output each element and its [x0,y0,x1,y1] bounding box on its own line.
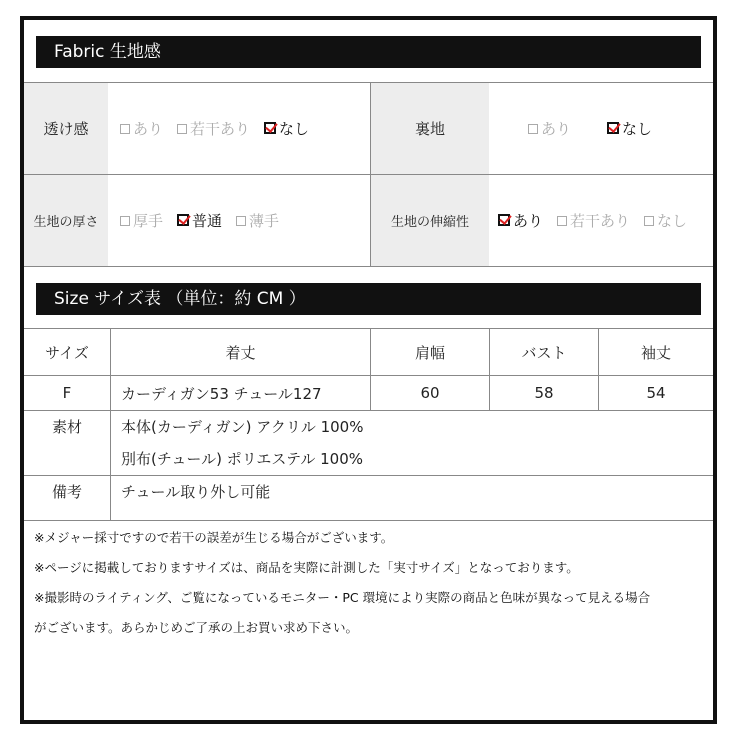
option-label: あり [541,120,572,138]
option-label: 若干あり [190,120,251,138]
option-label: なし [622,120,653,138]
checkbox-empty-icon [528,124,538,134]
option-checked[interactable] [498,210,543,231]
note-line: ※メジャー採寸ですので若干の誤差が生じる場合がございます。 [34,530,394,545]
checkbox-checked-icon [177,214,189,226]
sleeve-value: 54 [646,384,666,402]
remarks-value: チュール取り外し可能 [121,482,271,501]
material-line: 本体(カーディガン) アクリル 100% [121,417,364,436]
checkbox-empty-icon [120,124,130,134]
option-label: なし [279,120,310,138]
option-unchecked[interactable] [557,210,630,231]
option-label: 薄手 [249,212,280,230]
note-line: がございます。あらかじめご了承の上お買い求め下さい。 [34,620,359,635]
checkbox-checked-icon [607,122,619,134]
option-checked[interactable] [607,118,652,139]
col-header-shoulder: 肩幅 [414,343,445,362]
option-label: 若干あり [570,212,631,230]
option-checked[interactable] [264,118,309,139]
checkbox-empty-icon [236,216,246,226]
note-line: ※撮影時のライティング、ご覧になっているモニター・PC 環境により実際の商品と色味が異なって見える場合 [34,590,651,605]
option-label: あり [133,120,164,138]
remarks-label: 備考 [51,482,82,501]
length-value: カーディガン53 チュール127 [121,384,322,403]
option-unchecked[interactable] [236,210,279,231]
checkbox-empty-icon [557,216,567,226]
col-header-length: 着丈 [225,343,256,362]
option-label: 普通 [192,212,223,230]
size-header: Size サイズ表 （単位：約 CM ） [36,283,701,315]
spec-sheet [20,16,717,724]
option-checked[interactable] [177,210,222,231]
option-label: 厚手 [133,212,164,230]
size-value: F [62,384,72,402]
transparency-options [120,83,309,174]
col-header-sleeve: 袖丈 [640,343,671,362]
option-label: あり [513,212,544,230]
col-header-bust: バスト [521,343,567,362]
fabric-label-transparency: 透け感 [24,83,108,174]
material-line: 別布(チュール) ポリエステル 100% [121,449,364,468]
option-unchecked[interactable] [177,118,250,139]
checkbox-empty-icon [177,124,187,134]
checkbox-empty-icon [120,216,130,226]
option-unchecked[interactable] [120,118,163,139]
stretch-options [498,175,687,266]
divider [24,520,713,521]
option-label: なし [657,212,688,230]
bust-value: 58 [534,384,554,402]
option-unchecked[interactable] [528,118,571,139]
material-label: 素材 [51,417,82,436]
fabric-label-stretch: 生地の伸縮性 [371,175,489,266]
divider [24,410,713,411]
fabric-label-lining: 裏地 [371,83,489,174]
col-header-size: サイズ [45,343,89,362]
note-line: ※ページに掲載しておりますサイズは、商品を実際に計測した「実寸サイズ」となっております。 [34,560,579,575]
checkbox-checked-icon [498,214,510,226]
divider [24,266,713,267]
fabric-label-thickness: 生地の厚さ [24,175,108,266]
checkbox-checked-icon [264,122,276,134]
option-unchecked[interactable] [644,210,687,231]
fabric-header: Fabric 生地感 [36,36,701,68]
lining-options [528,83,652,174]
thickness-options [120,175,279,266]
shoulder-value: 60 [420,384,440,402]
checkbox-empty-icon [644,216,654,226]
option-unchecked[interactable] [120,210,163,231]
